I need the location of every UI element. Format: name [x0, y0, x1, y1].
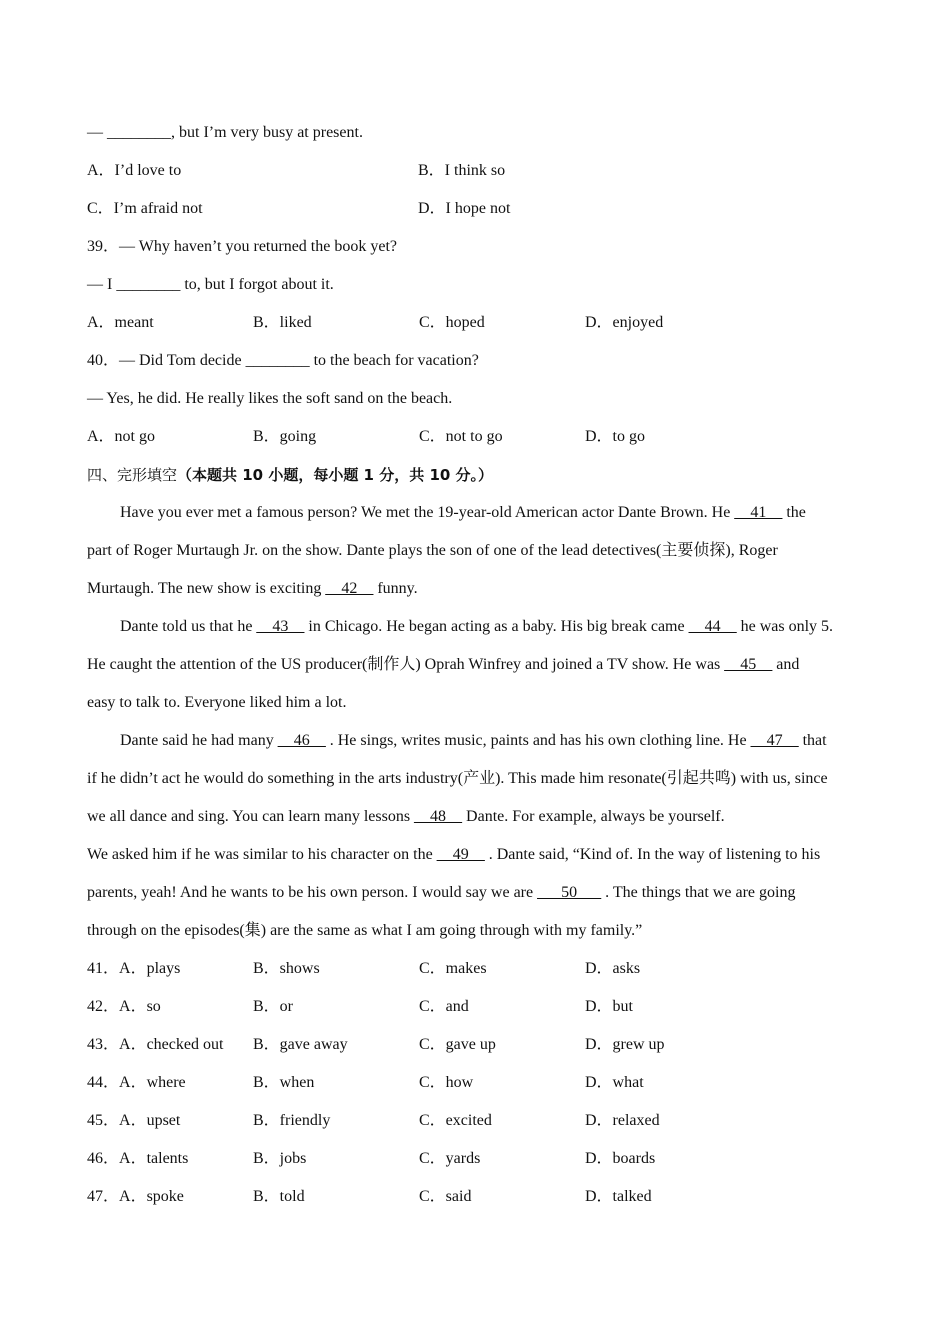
- q40-option-d: D．to go: [585, 428, 646, 445]
- item-row-43: [87, 1026, 877, 1064]
- q39-question: 39．— Why haven’t you returned the book yet?: [87, 238, 398, 255]
- item-46-option-b: B．jobs: [253, 1150, 307, 1167]
- item-number: 47．: [87, 1188, 120, 1205]
- item-row-44: [87, 1064, 877, 1102]
- blank-43: __43__: [256, 618, 305, 635]
- passage-text: We asked him if he was similar to his character on the: [87, 846, 437, 863]
- passage-text: funny.: [373, 580, 418, 597]
- option-text: A．so: [119, 998, 161, 1015]
- item-number: 46．: [87, 1150, 120, 1167]
- item-43-option-b: B．gave away: [253, 1036, 348, 1053]
- q38-option-d: D．I hope not: [418, 200, 511, 217]
- item-row-46: [87, 1140, 877, 1178]
- item-number: 41．: [87, 960, 120, 977]
- passage-text: . The things that we are going: [601, 884, 796, 901]
- item-47-option-d: D．talked: [585, 1188, 652, 1205]
- blank-42: __42__: [325, 580, 374, 597]
- item-number: 43．: [87, 1036, 120, 1053]
- blank-45: __45__: [724, 656, 773, 673]
- item-number: 42．: [87, 998, 120, 1015]
- item-45-option-a: [87, 1102, 253, 1140]
- item-47-option-a: [87, 1178, 253, 1216]
- passage-text: the: [782, 504, 806, 521]
- passage-text: He caught the attention of the US producer(制作人) Oprah Winfrey and joined a TV show. He was: [87, 656, 725, 673]
- item-45-option-c: C．excited: [419, 1112, 492, 1129]
- q39-option-a: A．meant: [87, 314, 154, 331]
- q40-answer-line: — Yes, he did. He really likes the soft sand on the beach.: [87, 390, 453, 407]
- passage-text: parents, yeah! And he wants to be his own person. I would say we are: [87, 884, 538, 901]
- item-44-option-c: C．how: [419, 1074, 474, 1091]
- item-47-option-c: C．said: [419, 1188, 472, 1205]
- passage-p1-line-2: part of Roger Murtaugh Jr. on the show. Dante plays the son of one of the lead detectives(主要侦探), Roger: [87, 542, 778, 559]
- passage-text: that: [798, 732, 827, 749]
- passage-p1-line-3: [87, 570, 877, 608]
- q40-option-a: A．not go: [87, 428, 156, 445]
- q38-option-c: C．I’m afraid not: [87, 200, 203, 217]
- item-41-option-a: [87, 950, 253, 988]
- passage-text: . He sings, writes music, paints and has his own clothing line. He: [325, 732, 751, 749]
- section-heading: [87, 456, 877, 494]
- q38-option-b: B．I think so: [418, 162, 506, 179]
- q38-options-row-1: [87, 152, 877, 190]
- q40-options: [87, 418, 877, 456]
- item-41-option-d: D．asks: [585, 960, 641, 977]
- q40-option-b: B．going: [253, 428, 317, 445]
- q38-options-row-2: [87, 190, 877, 228]
- blank-41: __41__: [734, 504, 783, 521]
- section-title: 四、完形填空: [87, 466, 178, 484]
- passage-p3-line-3: [87, 798, 877, 836]
- item-row-42: [87, 988, 877, 1026]
- item-46-option-a: [87, 1140, 253, 1178]
- item-42-option-d: D．but: [585, 998, 634, 1015]
- passage-p3-line-1: [87, 722, 877, 760]
- passage-p2-line-2: [87, 646, 877, 684]
- q40-question: 40．— Did Tom decide ________ to the beach for vacation?: [87, 352, 479, 369]
- item-42-option-b: B．or: [253, 998, 294, 1015]
- passage-p3-line-2: if he didn’t act he would do something in the arts industry(产业). This made him resonate(引起共鸣) with us, since: [87, 770, 828, 787]
- item-44-option-d: D．what: [585, 1074, 644, 1091]
- passage-p4-line-1: [87, 836, 877, 874]
- q40-option-c: C．not to go: [419, 428, 503, 445]
- blank-47: __47__: [750, 732, 799, 749]
- item-42-option-a: [87, 988, 253, 1026]
- passage-text: he was only 5.: [736, 618, 834, 635]
- option-text: A．checked out: [119, 1036, 224, 1053]
- blank-50: ___50___: [537, 884, 602, 901]
- passage-text: in Chicago. He began acting as a baby. His big break came: [304, 618, 689, 635]
- passage-text: Murtaugh. The new show is exciting: [87, 580, 326, 597]
- passage-text: we all dance and sing. You can learn many lessons: [87, 808, 415, 825]
- item-46-option-d: D．boards: [585, 1150, 656, 1167]
- item-46-option-c: C．yards: [419, 1150, 481, 1167]
- passage-p4-line-2: [87, 874, 877, 912]
- item-44-option-b: B．when: [253, 1074, 315, 1091]
- passage-text: Dante said he had many: [120, 732, 278, 749]
- item-45-option-b: B．friendly: [253, 1112, 331, 1129]
- blank-49: __49__: [436, 846, 485, 863]
- option-text: A．upset: [119, 1112, 181, 1129]
- passage-text: Have you ever met a famous person? We met the 19-year-old American actor Dante Brown. He: [120, 504, 735, 521]
- item-41-option-c: C．makes: [419, 960, 487, 977]
- item-43-option-a: [87, 1026, 253, 1064]
- item-47-option-b: B．told: [253, 1188, 305, 1205]
- exam-page: [87, 114, 877, 1216]
- q38-option-a: A．I’d love to: [87, 162, 182, 179]
- blank-46: __46__: [277, 732, 326, 749]
- item-row-41: [87, 950, 877, 988]
- passage-p4-line-3: through on the episodes(集) are the same as what I am going through with my family.”: [87, 922, 643, 939]
- item-43-option-d: D．grew up: [585, 1036, 665, 1053]
- item-number: 44．: [87, 1074, 120, 1091]
- section-note: （本题共 10 小题，每小题 1 分，共 10 分。）: [177, 466, 494, 484]
- q39-option-c: C．hoped: [419, 314, 485, 331]
- item-44-option-a: [87, 1064, 253, 1102]
- option-text: A．spoke: [119, 1188, 184, 1205]
- item-45-option-d: D．relaxed: [585, 1112, 660, 1129]
- blank-48: __48__: [414, 808, 463, 825]
- passage-p1-line-1: [87, 494, 877, 532]
- passage-text: . Dante said, “Kind of. In the way of listening to his: [484, 846, 821, 863]
- passage-p2-line-3: easy to talk to. Everyone liked him a lot.: [87, 694, 347, 711]
- q39-option-b: B．liked: [253, 314, 312, 331]
- passage-text: Dante. For example, always be yourself.: [462, 808, 725, 825]
- item-row-45: [87, 1102, 877, 1140]
- blank-44: __44__: [688, 618, 737, 635]
- option-text: A．plays: [119, 960, 181, 977]
- item-number: 45．: [87, 1112, 120, 1129]
- q39-options: [87, 304, 877, 342]
- item-row-47: [87, 1178, 877, 1216]
- q38-answer-line: — ________, but I’m very busy at present.: [87, 124, 363, 141]
- option-text: A．talents: [119, 1150, 189, 1167]
- passage-p2-line-1: [87, 608, 877, 646]
- q39-answer-line: — I ________ to, but I forgot about it.: [87, 276, 334, 293]
- item-41-option-b: B．shows: [253, 960, 320, 977]
- item-42-option-c: C．and: [419, 998, 469, 1015]
- passage-text: and: [772, 656, 800, 673]
- item-43-option-c: C．gave up: [419, 1036, 496, 1053]
- passage-text: Dante told us that he: [120, 618, 257, 635]
- q39-option-d: D．enjoyed: [585, 314, 664, 331]
- option-text: A．where: [119, 1074, 186, 1091]
